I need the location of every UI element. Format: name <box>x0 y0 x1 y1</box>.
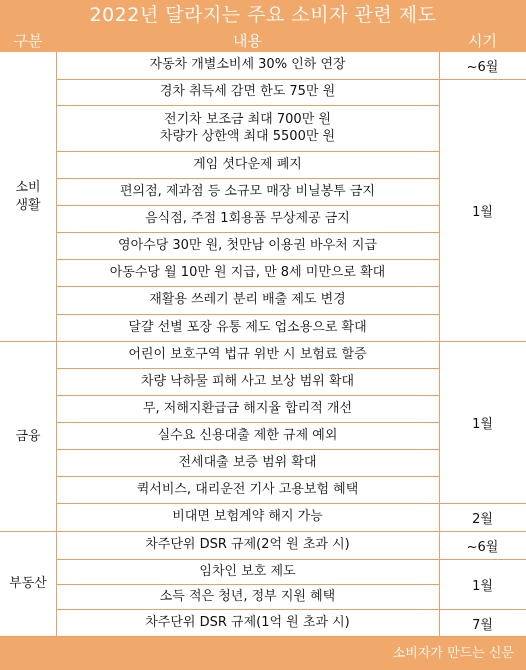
time-cell: 1월 <box>439 80 526 342</box>
category-consumer: 소비 생활 <box>0 52 56 342</box>
table-row: 차주단위 DSR 규제(2억 원 초과 시) <box>56 532 439 560</box>
table-row: 음식점, 주점 1회용품 무상제공 금지 <box>56 206 439 233</box>
table-row: 아동수당 월 10만 원 지급, 만 8세 미만으로 확대 <box>56 260 439 287</box>
table-row: 재활용 쓰레기 분리 배출 제도 변경 <box>56 287 439 315</box>
time-cell: 7월 <box>439 610 526 637</box>
table-row: 전기차 보조금 최대 700만 원 차량가 상한액 최대 5500만 원 <box>56 106 439 152</box>
table-row: 임차인 보호 제도 <box>56 560 439 585</box>
footer-credit: 소비자가 만드는 신문 <box>0 637 526 670</box>
page-title: 2022년 달라지는 주요 소비자 관련 제도 <box>0 0 526 30</box>
table-row: 편의점, 제과점 등 소규모 매장 비닐봉투 금지 <box>56 179 439 206</box>
table-row: 무, 저해지환급금 해지율 합리적 개선 <box>56 396 439 423</box>
header-category: 구분 <box>13 32 43 50</box>
header-content: 내용 <box>233 32 262 50</box>
table-row: 차량 낙하물 피해 사고 보상 범위 확대 <box>56 369 439 396</box>
table-row: 소득 적은 청년, 정부 지원 혜택 <box>56 585 439 610</box>
time-cell: 1월 <box>439 342 526 504</box>
time-cell: 2월 <box>439 504 526 532</box>
category-realestate: 부동산 <box>0 532 56 637</box>
table-header <box>0 30 526 52</box>
table-row: 실수요 신용대출 제한 규제 예외 <box>56 423 439 450</box>
table-row: 게임 셧다운제 폐지 <box>56 152 439 179</box>
table-row: 영아수당 30만 원, 첫만남 이용권 바우처 지급 <box>56 233 439 260</box>
table-row: 전세대출 보증 범위 확대 <box>56 450 439 477</box>
time-cell: ~6월 <box>439 52 526 80</box>
table-row: 달걀 선별 포장 유통 제도 업소용으로 확대 <box>56 315 439 342</box>
category-finance: 금융 <box>0 342 56 532</box>
table-row: 비대면 보험계약 해지 가능 <box>56 504 439 532</box>
table-row: 퀵서비스, 대리운전 기사 고용보험 혜택 <box>56 477 439 504</box>
table-row: 자동차 개별소비세 30% 인하 연장 <box>56 52 439 80</box>
table-row: 경차 취득세 감면 한도 75만 원 <box>56 80 439 106</box>
time-cell: ~6월 <box>439 532 526 560</box>
table-row: 어린이 보호구역 법규 위반 시 보험료 할증 <box>56 342 439 369</box>
header-time: 시기 <box>468 32 497 50</box>
table-row: 차주단위 DSR 규제(1억 원 초과 시) <box>56 610 439 637</box>
time-cell: 1월 <box>439 560 526 610</box>
